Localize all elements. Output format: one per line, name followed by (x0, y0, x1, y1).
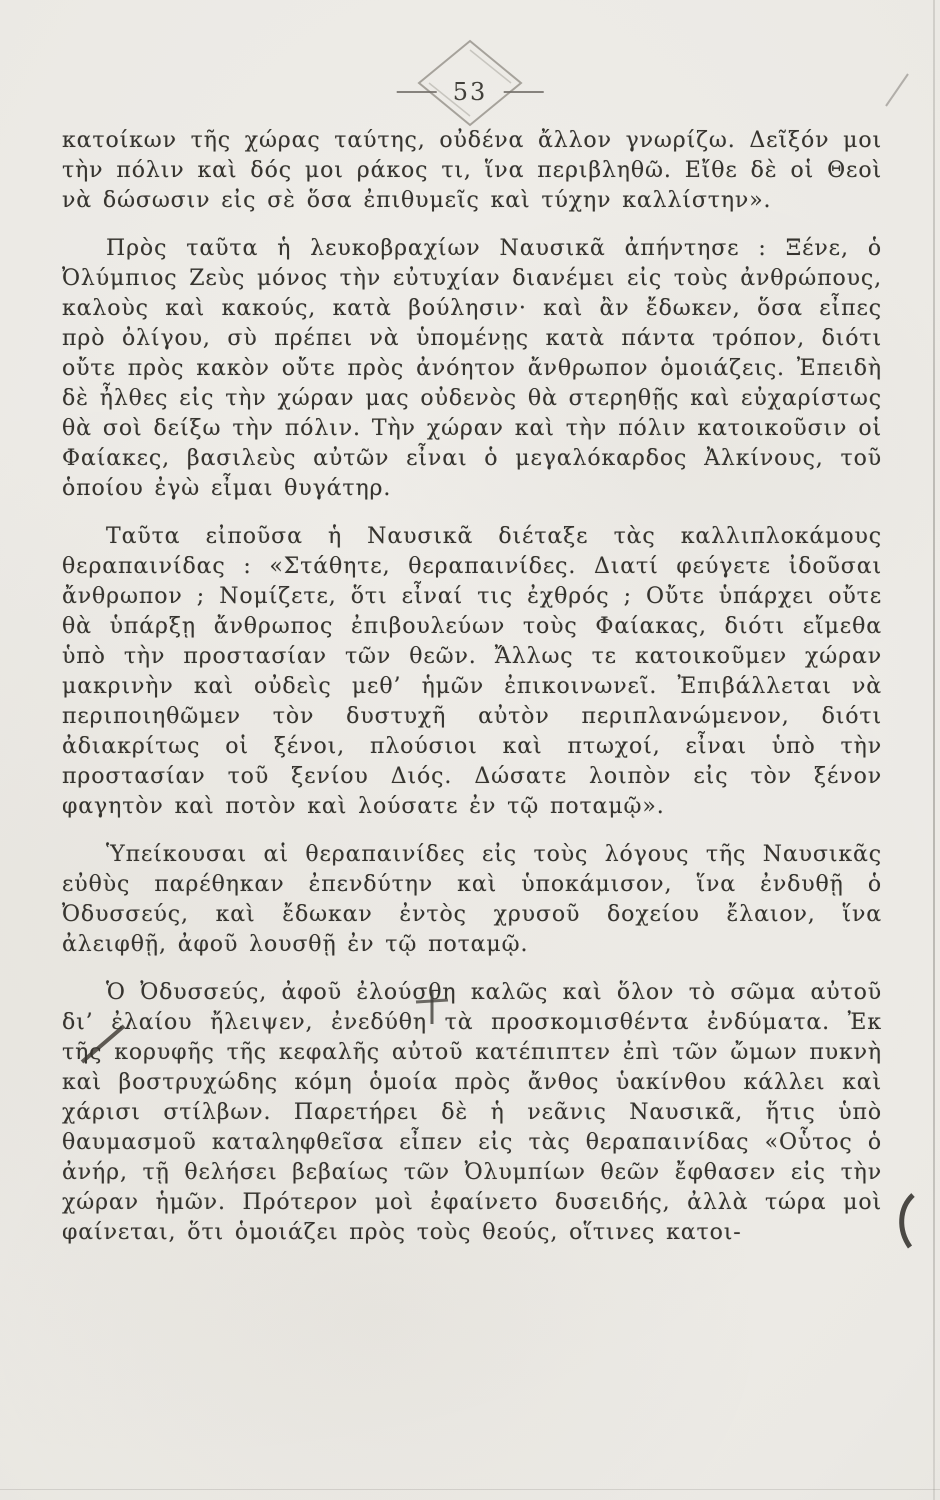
ink-margin-mark (893, 1192, 919, 1250)
paragraph-odysseus-bathes: Ὁ Ὀδυσσεύς, ἀφοῦ ἐλούσθη καλῶς καὶ ὅλον τὸ σῶμα αὐτοῦ δι’ ἐλαίου ἤλειψεν, ἐνεδύθη τὰ προσκομισθέντα ἐνδύματα. Ἐκ τῆς κορυφῆς τῆς κεφαλῆς αὐτοῦ κατέπιπτεν ἐπὶ τῶν ὤμων πυκνὴ καὶ βοστρυχώδης κόμη ὁμοία πρὸς ἄνθος ὑακίνθου κάλλει καὶ χάρισι στίλβων. Παρετήρει δὲ ἡ νεᾶνις Ναυσικᾶ, ἥτις ὑπὸ θαυμασμοῦ καταληφθεῖσα εἶπεν εἰς τὰς θεραπαινίδας «Οὗτος ὁ ἀνήρ, τῇ θελήσει βεβαίως τῶν Ὀλυμπίων θεῶν ἔφθασεν εἰς τὴν χώραν ἡμῶν. Πρότερον μοὶ ἐφαίνετο δυσειδής, ἀλλὰ τώρα μοὶ φαίνεται, ὅτι ὁμοιάζει πρὸς τοὺς θεούς, οἵτινες κατοι- (62, 980, 882, 1245)
paragraph-maids-command: Ταῦτα εἰποῦσα ἡ Ναυσικᾶ διέταξε τὰς καλλιπλοκάμους θεραπαινίδας : «Στάθητε, θεραπαινίδες. Διατί φεύγετε ἰδοῦσαι ἄνθρωπον ; Νομίζετε, ὅτι εἶναί τις ἐχθρός ; Οὔτε ὑπάρχει οὔτε θὰ ὑπάρξῃ ἄνθρωπος ἐπιβουλεύων τοὺς Φαίακας, διότι εἴμεθα ὑπὸ τὴν προστασίαν τῶν θεῶν. Ἄλλως τε κατοικοῦμεν χώραν μακρινὴν καὶ οὐδεὶς μεθ’ ἡμῶν ἐπικοινωνεῖ. Ἐπιβάλλεται νὰ περιποιηθῶμεν τὸν δυστυχῆ αὐτὸν περιπλανώμενον, διότι ἀδιακρίτως οἱ ξένοι, πλούσιοι καὶ πτωχοί, εἶναι ὑπὸ τὴν προστασίαν τοῦ ξενίου Διός. Δώσατε λοιπὸν εἰς τὸν ξένον φαγητὸν καὶ ποτὸν καὶ λούσατε ἐν τῷ ποταμῷ». (62, 524, 882, 819)
scan-edge-bottom (0, 1489, 940, 1490)
text-block (62, 126, 882, 1248)
page-number: 53 (452, 78, 488, 106)
paragraph-maids-obey: Ὑπείκουσαι αἱ θεραπαινίδες εἰς τοὺς λόγους τῆς Ναυσικᾶς εὐθὺς παρέθηκαν ἐπενδύτην καὶ ὑποκάμισον, ἵνα ἐνδυθῇ ὁ Ὀδυσσεύς, καὶ ἔδωκαν ἐντὸς χρυσοῦ δοχείου ἔλαιον, ἵνα ἀλειφθῇ, ἀφοῦ λουσθῇ ἐν τῷ ποταμῷ. (62, 842, 882, 957)
scan-edge-right (933, 0, 935, 1500)
paragraph-continuation: κατοίκων τῆς χώρας ταύτης, οὐδένα ἄλλον γνωρίζω. Δεῖξόν μοι τὴν πόλιν καὶ δός μοι ράκος τι, ἵνα περιβληθῶ. Εἴθε δὲ οἱ Θεοὶ νὰ δώσωσιν εἰς σὲ ὅσα ἐπιθυμεῖς καὶ τύχην καλλίστην». (62, 128, 882, 213)
page-number-ornament (0, 38, 940, 128)
page-number-rule (397, 80, 544, 104)
ornament-dash-right (503, 91, 543, 93)
paragraph-nausicaa-reply: Πρὸς ταῦτα ἡ λευκοβραχίων Ναυσικᾶ ἀπήντησε : Ξένε, ὁ Ὀλύμπιος Ζεὺς μόνος τὴν εὐτυχίαν διανέμει εἰς τοὺς ἀνθρώπους, καλοὺς καὶ κακούς, κατὰ βούλησιν· καὶ ἂν ἔδωκεν, ὅσα εἶπες πρὸ ὀλίγου, σὺ πρέπει νὰ ὑπομένῃς κατὰ πάντα τρόπον, διότι οὔτε πρὸς κακὸν οὔτε πρὸς ἀνόητον ἄνθρωπον ὁμοιάζεις. Ἐπειδὴ δὲ ἦλθες εἰς τὴν χώραν μας οὐδενὸς θὰ στερηθῇς καὶ εὐχαρίστως θὰ σοὶ δείξω τὴν πόλιν. Τὴν χώραν καὶ τὴν πόλιν κατοικοῦσιν οἱ Φαίακες, βασιλεὺς αὐτῶν εἶναι ὁ μεγαλόκαρδος Ἀλκίνους, τοῦ ὁποίου ἐγὼ εἶμαι θυγάτηρ. (62, 236, 882, 501)
ornament-dash-left (397, 91, 437, 93)
